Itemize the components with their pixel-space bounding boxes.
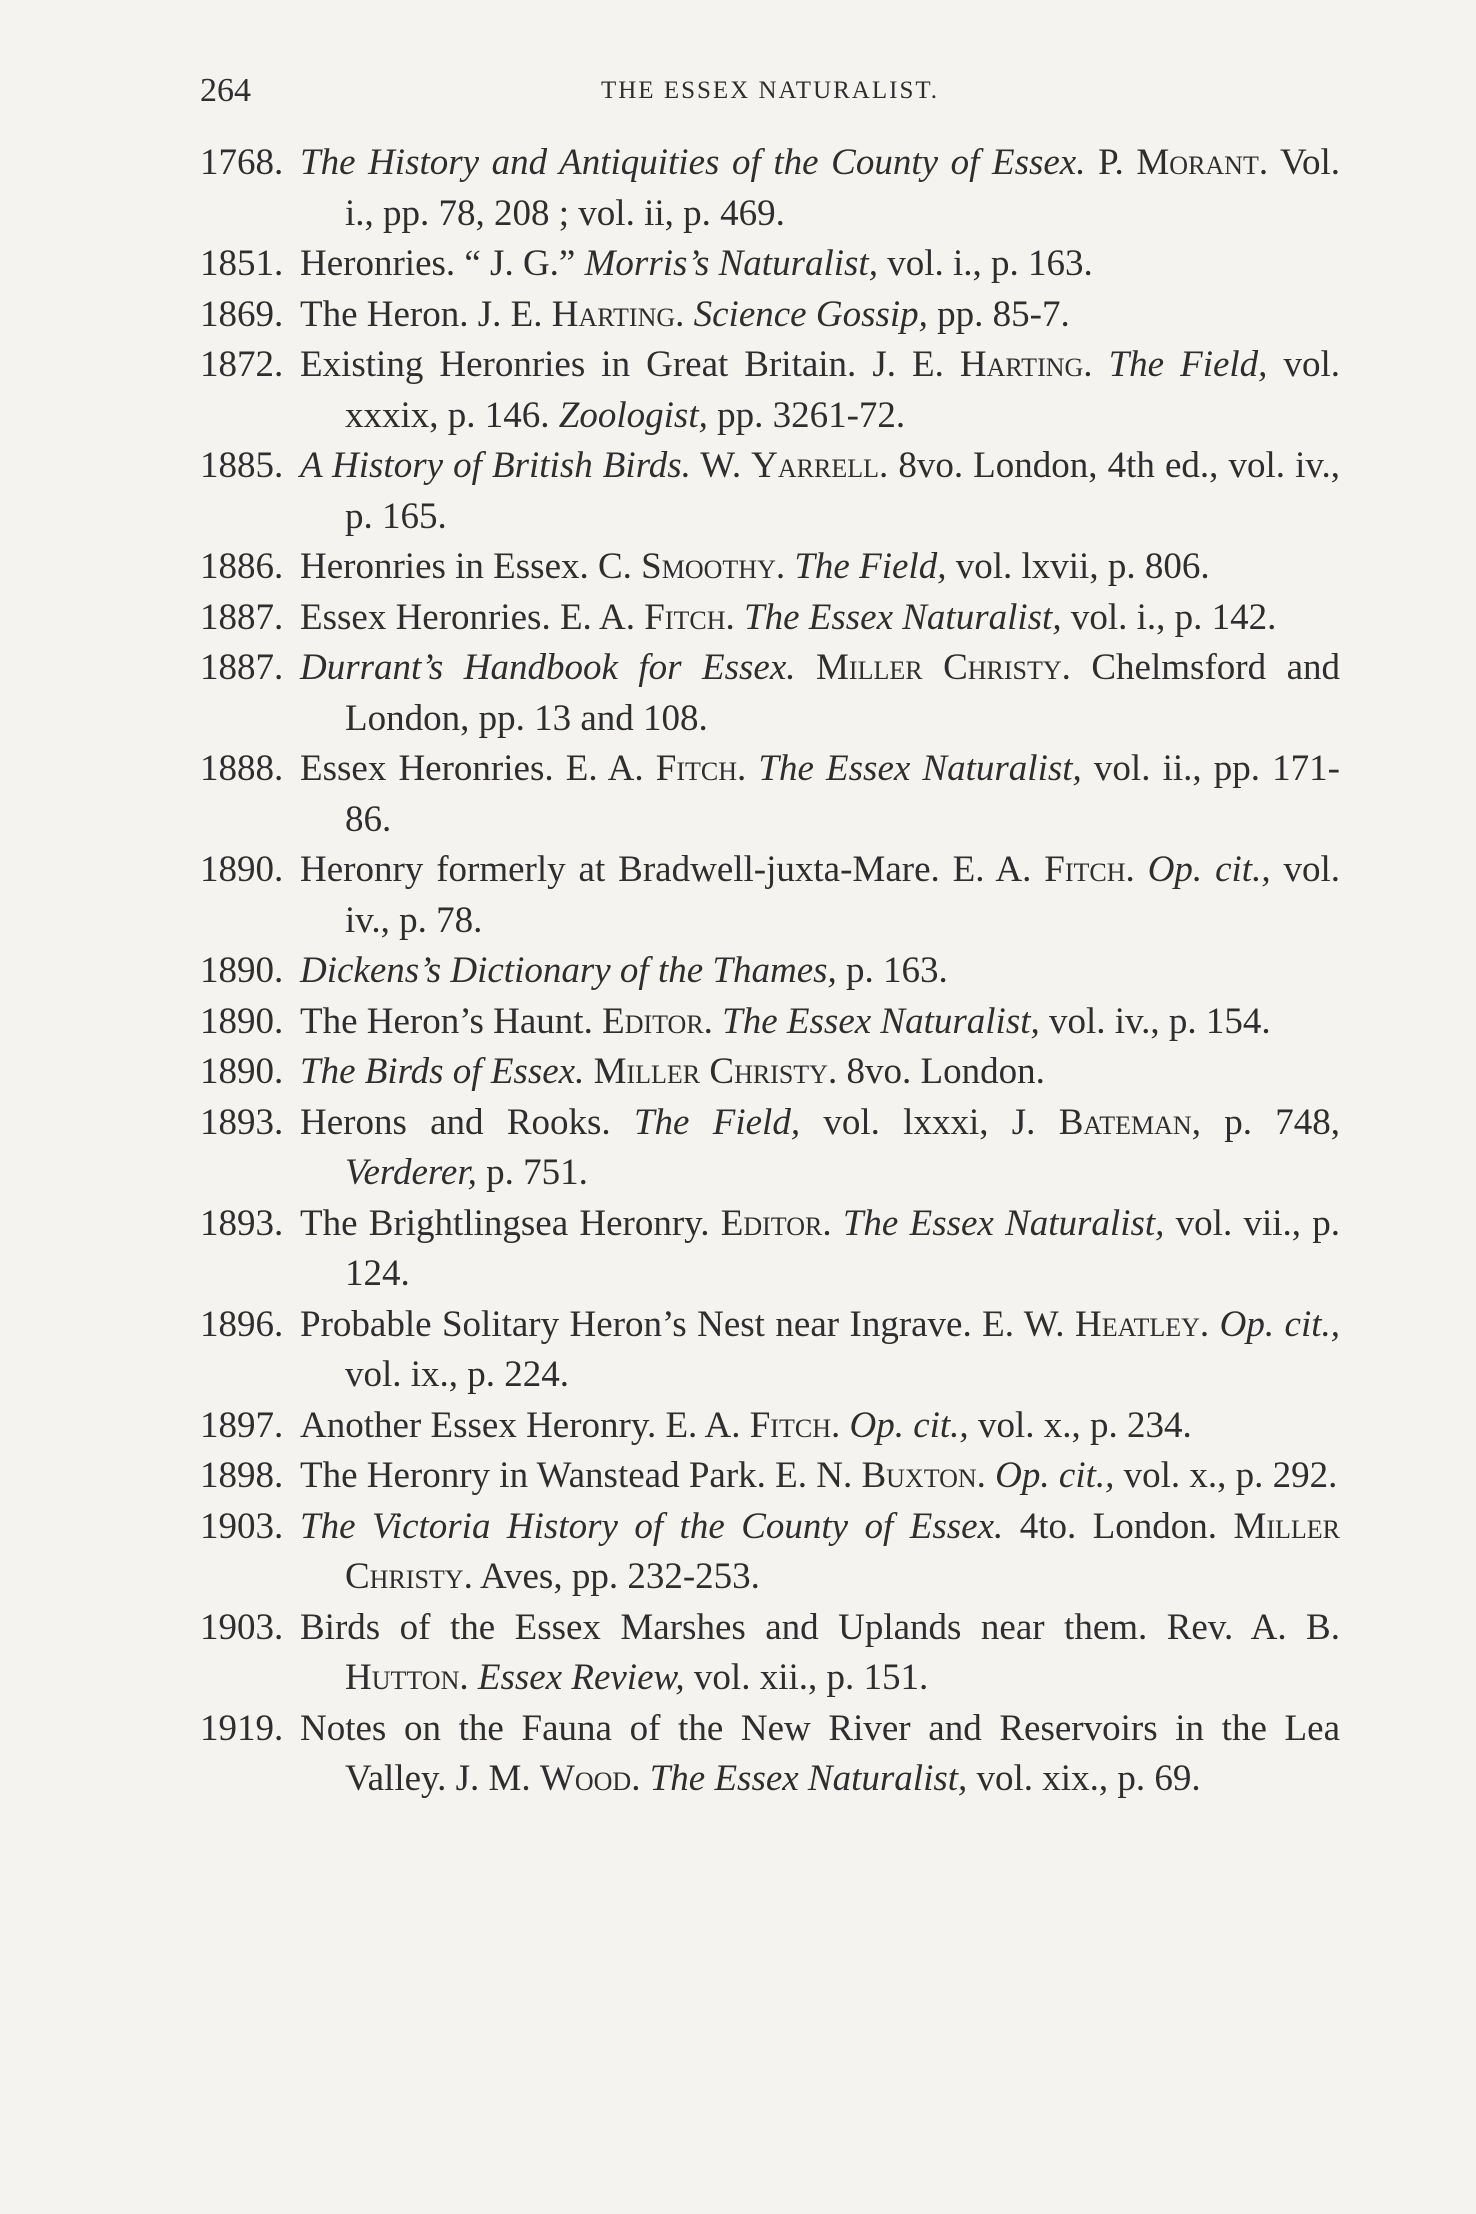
bibliography-entry	[200, 744, 1340, 845]
entry-year: 1919.	[200, 1707, 284, 1749]
page-number: 264	[200, 72, 251, 109]
entry-year: 1893.	[200, 1101, 284, 1143]
bibliography-entry	[200, 1098, 1340, 1199]
entry-year: 1851.	[200, 243, 284, 284]
entry-citation: The Brightlingsea Heronry. Editor. The Essex Naturalist, vol. vii., p. 124.	[300, 1202, 1341, 1294]
bibliography-entry	[200, 1451, 1340, 1502]
bibliography-entry	[200, 997, 1340, 1048]
entry-citation: Essex Heronries. E. A. Fitch. The Essex Naturalist, vol. i., p. 142.	[300, 596, 1277, 638]
running-head	[200, 66, 1340, 116]
bibliography-entry	[200, 1047, 1340, 1098]
entry-year: 1872.	[200, 344, 284, 385]
entry-year: 1898.	[200, 1455, 284, 1496]
entry-year: 1869.	[200, 293, 284, 335]
bibliography-entry	[200, 593, 1340, 644]
entry-citation: Notes on the Fauna of the New River and Reservoirs in the Lea Valley. J. M. Wood. The Essex Naturalist, vol. xix., p. 69.	[300, 1707, 1340, 1799]
entry-citation: Durrant’s Handbook for Essex. Miller Christy. Chelmsford and London, pp. 13 and 108.	[300, 647, 1340, 739]
entry-year: 1903.	[200, 1606, 284, 1648]
entry-citation: The Victoria History of the County of Essex. 4to. London. Miller Christy. Aves, pp. 232-253.	[300, 1505, 1340, 1597]
entry-citation: The History and Antiquities of the County of Essex. P. Morant. Vol. i., pp. 78, 208 ; vol. ii, p. 469.	[300, 142, 1340, 234]
bibliography-entry	[200, 239, 1340, 290]
bibliography-entry	[200, 441, 1340, 542]
entry-citation: Dickens’s Dictionary of the Thames, p. 163.	[300, 950, 948, 991]
running-title: THE ESSEX NATURALIST.	[600, 77, 940, 104]
entry-year: 1886.	[200, 546, 284, 587]
bibliography-list	[200, 138, 1340, 1805]
bibliography-entry	[200, 138, 1340, 239]
entry-citation: Herons and Rooks. The Field, vol. lxxxi, J. Bateman, p. 748, Verderer, p. 751.	[300, 1101, 1341, 1193]
bibliography-entry	[200, 1199, 1340, 1300]
entry-citation: A History of British Birds. W. Yarrell. 8vo. London, 4th ed., vol. iv., p. 165.	[300, 445, 1340, 537]
entry-citation: The Heron’s Haunt. Editor. The Essex Naturalist, vol. iv., p. 154.	[300, 1000, 1271, 1042]
bibliography-entry	[200, 1502, 1340, 1603]
entry-citation: Heronry formerly at Bradwell-juxta-Mare. E. A. Fitch. Op. cit., vol. iv., p. 78.	[300, 849, 1341, 941]
entry-year: 1887.	[200, 596, 284, 638]
entry-citation: Essex Heronries. E. A. Fitch. The Essex Naturalist, vol. ii., pp. 171-86.	[300, 748, 1340, 840]
bibliography-entry	[200, 946, 1340, 997]
entry-year: 1903.	[200, 1505, 284, 1547]
entry-year: 1896.	[200, 1303, 284, 1345]
entry-citation: Another Essex Heronry. E. A. Fitch. Op. cit., vol. x., p. 234.	[300, 1404, 1192, 1446]
entry-citation: Probable Solitary Heron’s Nest near Ingrave. E. W. Heatley. Op. cit., vol. ix., p. 224.	[300, 1303, 1340, 1395]
bibliography-entry	[200, 1300, 1340, 1401]
bibliography-entry	[200, 1401, 1340, 1452]
bibliography-entry	[200, 845, 1340, 946]
entry-year: 1897.	[200, 1404, 284, 1446]
entry-citation: The Birds of Essex. Miller Christy. 8vo. London.	[300, 1051, 1045, 1092]
entry-year: 1893.	[200, 1202, 284, 1244]
entry-year: 1890.	[200, 1000, 284, 1042]
entry-year: 1885.	[200, 445, 284, 486]
entry-year: 1890.	[200, 849, 284, 890]
entry-year: 1887.	[200, 647, 284, 688]
entry-year: 1768.	[200, 142, 284, 183]
bibliography-entry	[200, 643, 1340, 744]
entry-year: 1890.	[200, 1051, 284, 1092]
entry-citation: The Heronry in Wanstead Park. E. N. Buxton. Op. cit., vol. x., p. 292.	[300, 1455, 1338, 1496]
bibliography-entry	[200, 1704, 1340, 1805]
bibliography-entry	[200, 1603, 1340, 1704]
bibliography-entry	[200, 542, 1340, 593]
entry-citation: Birds of the Essex Marshes and Uplands near them. Rev. A. B. Hutton. Essex Review, vol. xii., p. 151.	[300, 1606, 1340, 1698]
bibliography-entry	[200, 290, 1340, 341]
entry-citation: The Heron. J. E. Harting. Science Gossip, pp. 85-7.	[300, 293, 1070, 335]
bibliography-entry	[200, 340, 1340, 441]
entry-year: 1890.	[200, 950, 284, 991]
entry-year: 1888.	[200, 748, 284, 789]
entry-citation: Heronries in Essex. C. Smoothy. The Field, vol. lxvii, p. 806.	[300, 546, 1210, 587]
entry-citation: Existing Heronries in Great Britain. J. E. Harting. The Field, vol. xxxix, p. 146. Zoologist, pp. 3261-72.	[300, 344, 1340, 436]
entry-citation: Heronries. “ J. G.” Morris’s Naturalist, vol. i., p. 163.	[300, 243, 1093, 284]
